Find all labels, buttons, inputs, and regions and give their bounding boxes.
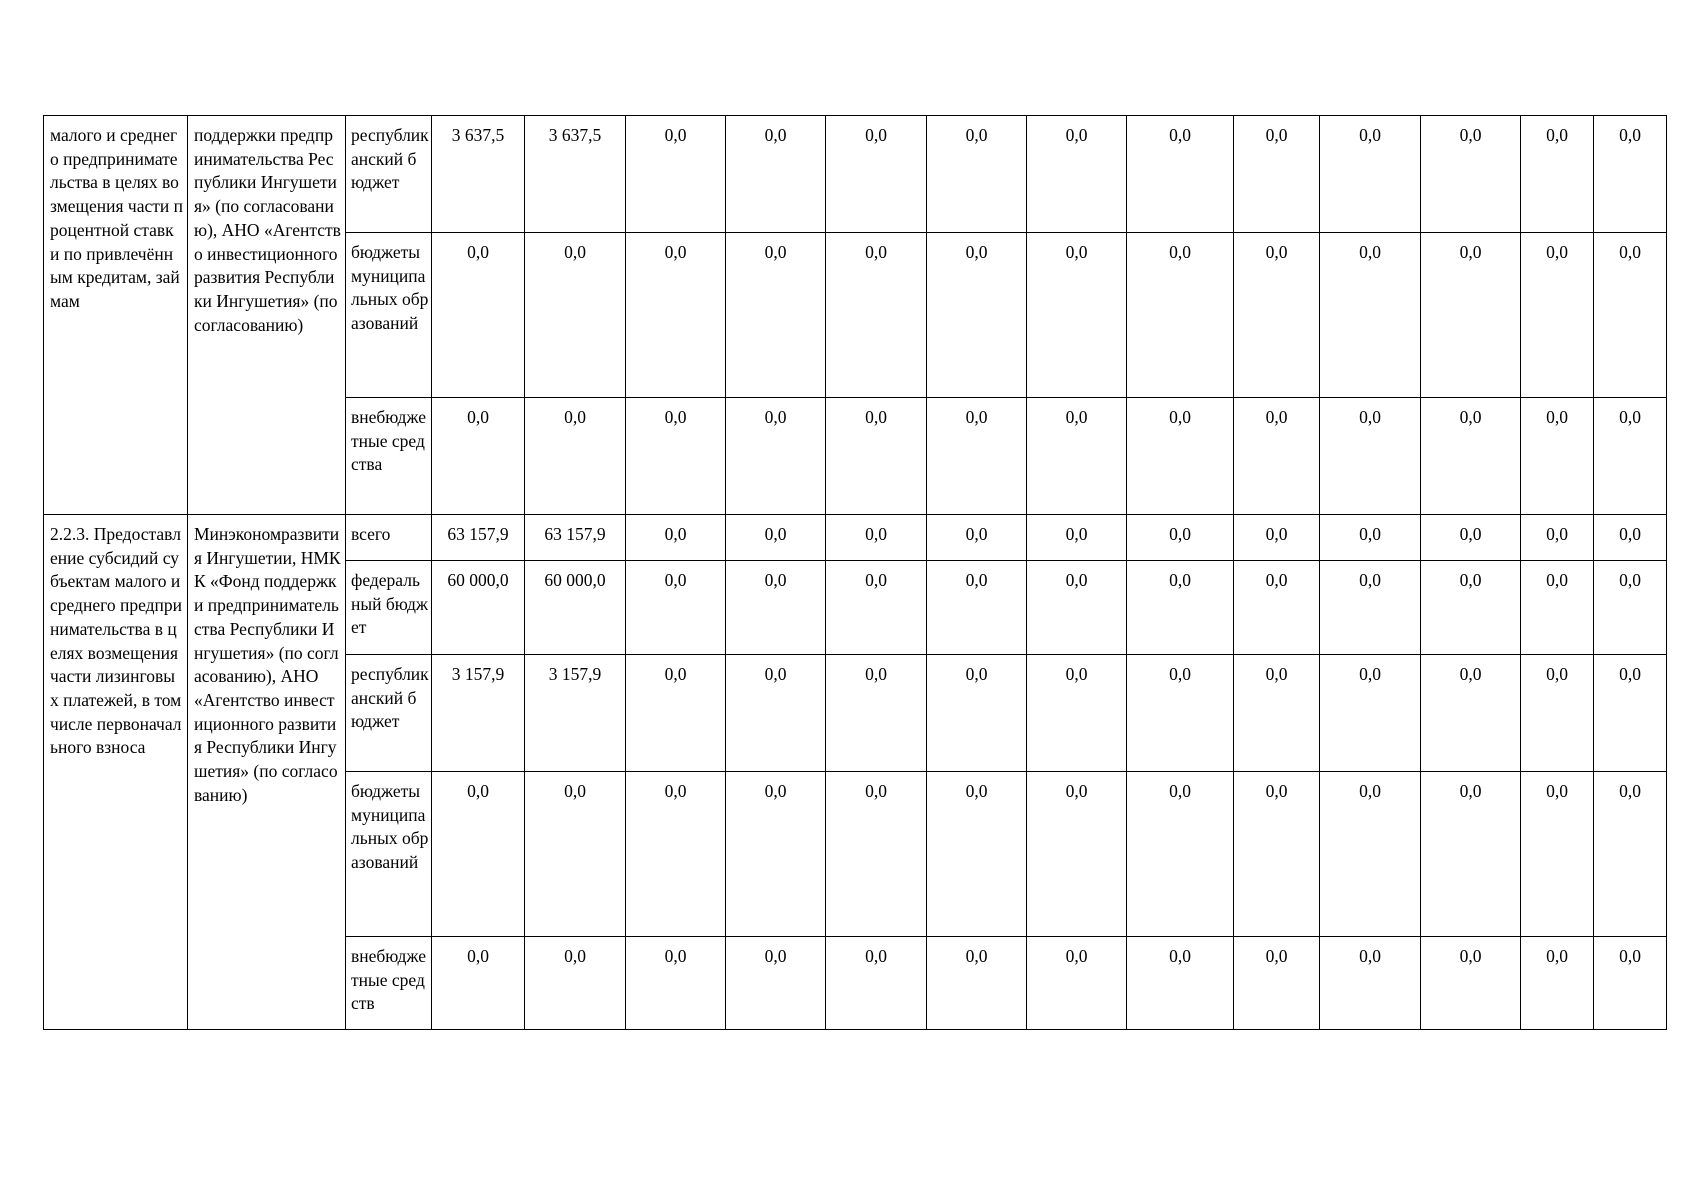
amount-cell: 3 157,9 <box>432 655 525 772</box>
amount-cell: 0,0 <box>1594 561 1667 655</box>
amount-cell: 0,0 <box>1594 116 1667 233</box>
amount-cell: 0,0 <box>927 561 1027 655</box>
amount-cell: 0,0 <box>1320 937 1421 1030</box>
amount-cell: 0,0 <box>525 233 626 398</box>
amount-cell: 0,0 <box>1320 233 1421 398</box>
funding-source-cell: внебюджетные средств <box>346 937 432 1030</box>
amount-cell: 0,0 <box>927 937 1027 1030</box>
amount-cell: 0,0 <box>927 655 1027 772</box>
amount-cell: 0,0 <box>626 655 726 772</box>
amount-cell: 0,0 <box>1521 655 1594 772</box>
amount-cell: 60 000,0 <box>525 561 626 655</box>
amount-cell: 0,0 <box>1594 655 1667 772</box>
amount-cell: 60 000,0 <box>432 561 525 655</box>
amount-cell: 0,0 <box>1234 515 1320 561</box>
amount-cell: 0,0 <box>1127 515 1234 561</box>
amount-cell: 3 637,5 <box>432 116 525 233</box>
amount-cell: 0,0 <box>626 515 726 561</box>
amount-cell: 3 157,9 <box>525 655 626 772</box>
amount-cell: 0,0 <box>1127 233 1234 398</box>
amount-cell: 0,0 <box>1027 937 1127 1030</box>
amount-cell: 0,0 <box>1320 561 1421 655</box>
amount-cell: 0,0 <box>726 116 826 233</box>
executor-cell: поддержки предпринимательства Республики Ингушетия» (по согласованию), АНО «Агентство инвестиционного развития Республики Ингушетия» (по согласованию) <box>188 116 346 515</box>
amount-cell: 0,0 <box>1234 655 1320 772</box>
amount-cell: 0,0 <box>525 937 626 1030</box>
amount-cell: 0,0 <box>1521 772 1594 937</box>
amount-cell: 0,0 <box>1521 515 1594 561</box>
amount-cell: 0,0 <box>1521 937 1594 1030</box>
amount-cell: 0,0 <box>826 233 927 398</box>
amount-cell: 0,0 <box>432 937 525 1030</box>
amount-cell: 0,0 <box>525 398 626 515</box>
amount-cell: 0,0 <box>1027 772 1127 937</box>
measure-description-cell: 2.2.3. Предоставление субсидий субъектам малого и среднего предпринимательства в целях возмещения части лизинговых платежей, в том числе первоначального взноса <box>44 515 188 1030</box>
amount-cell: 0,0 <box>1027 655 1127 772</box>
funding-source-cell: федеральный бюджет <box>346 561 432 655</box>
amount-cell: 0,0 <box>1320 116 1421 233</box>
table-row <box>44 116 1667 233</box>
amount-cell: 0,0 <box>826 772 927 937</box>
amount-cell: 0,0 <box>1127 772 1234 937</box>
amount-cell: 0,0 <box>1421 655 1521 772</box>
amount-cell: 0,0 <box>432 398 525 515</box>
amount-cell: 0,0 <box>1421 116 1521 233</box>
amount-cell: 0,0 <box>726 772 826 937</box>
amount-cell: 0,0 <box>1027 398 1127 515</box>
amount-cell: 0,0 <box>1594 398 1667 515</box>
amount-cell: 0,0 <box>927 116 1027 233</box>
amount-cell: 0,0 <box>1421 561 1521 655</box>
amount-cell: 0,0 <box>927 398 1027 515</box>
amount-cell: 0,0 <box>1594 937 1667 1030</box>
amount-cell: 0,0 <box>1234 398 1320 515</box>
amount-cell: 0,0 <box>726 655 826 772</box>
funding-source-cell: бюджеты муниципальных образований <box>346 233 432 398</box>
amount-cell: 0,0 <box>726 561 826 655</box>
budget-table <box>43 115 1667 1030</box>
amount-cell: 0,0 <box>1234 116 1320 233</box>
amount-cell: 63 157,9 <box>432 515 525 561</box>
amount-cell: 0,0 <box>626 772 726 937</box>
amount-cell: 0,0 <box>726 515 826 561</box>
funding-source-cell: всего <box>346 515 432 561</box>
amount-cell: 0,0 <box>1027 515 1127 561</box>
amount-cell: 0,0 <box>626 561 726 655</box>
amount-cell: 0,0 <box>1521 561 1594 655</box>
amount-cell: 0,0 <box>1594 515 1667 561</box>
amount-cell: 0,0 <box>1234 561 1320 655</box>
amount-cell: 63 157,9 <box>525 515 626 561</box>
funding-source-cell: внебюджетные средства <box>346 398 432 515</box>
funding-source-cell: республиканский бюджет <box>346 116 432 233</box>
amount-cell: 0,0 <box>927 233 1027 398</box>
amount-cell: 0,0 <box>1127 561 1234 655</box>
amount-cell: 0,0 <box>626 116 726 233</box>
amount-cell: 0,0 <box>726 398 826 515</box>
amount-cell: 0,0 <box>927 772 1027 937</box>
amount-cell: 0,0 <box>1027 233 1127 398</box>
amount-cell: 0,0 <box>826 398 927 515</box>
amount-cell: 0,0 <box>626 398 726 515</box>
amount-cell: 0,0 <box>1127 937 1234 1030</box>
amount-cell: 0,0 <box>726 937 826 1030</box>
amount-cell: 0,0 <box>1234 233 1320 398</box>
amount-cell: 0,0 <box>1320 772 1421 937</box>
funding-source-cell: бюджеты муниципальных образований <box>346 772 432 937</box>
amount-cell: 0,0 <box>1234 937 1320 1030</box>
amount-cell: 0,0 <box>1521 233 1594 398</box>
amount-cell: 0,0 <box>626 937 726 1030</box>
amount-cell: 0,0 <box>1421 772 1521 937</box>
amount-cell: 0,0 <box>1127 116 1234 233</box>
amount-cell: 0,0 <box>1421 937 1521 1030</box>
amount-cell: 0,0 <box>826 515 927 561</box>
amount-cell: 0,0 <box>1234 772 1320 937</box>
amount-cell: 0,0 <box>432 772 525 937</box>
measure-description-cell: малого и среднего предпринимательства в целях возмещения части процентной ставки по привлечённым кредитам, займам <box>44 116 188 515</box>
amount-cell: 0,0 <box>1320 655 1421 772</box>
amount-cell: 0,0 <box>1421 398 1521 515</box>
amount-cell: 0,0 <box>1521 398 1594 515</box>
amount-cell: 0,0 <box>1521 116 1594 233</box>
amount-cell: 0,0 <box>432 233 525 398</box>
amount-cell: 0,0 <box>626 233 726 398</box>
amount-cell: 0,0 <box>826 655 927 772</box>
amount-cell: 0,0 <box>1027 561 1127 655</box>
amount-cell: 0,0 <box>1421 233 1521 398</box>
amount-cell: 0,0 <box>1127 398 1234 515</box>
amount-cell: 0,0 <box>1320 398 1421 515</box>
amount-cell: 0,0 <box>525 772 626 937</box>
amount-cell: 0,0 <box>826 116 927 233</box>
amount-cell: 0,0 <box>1127 655 1234 772</box>
table-row <box>44 515 1667 561</box>
amount-cell: 0,0 <box>1320 515 1421 561</box>
amount-cell: 0,0 <box>826 937 927 1030</box>
amount-cell: 0,0 <box>726 233 826 398</box>
amount-cell: 0,0 <box>1594 772 1667 937</box>
amount-cell: 0,0 <box>1594 233 1667 398</box>
amount-cell: 0,0 <box>927 515 1027 561</box>
funding-source-cell: республиканский бюджет <box>346 655 432 772</box>
amount-cell: 0,0 <box>826 561 927 655</box>
amount-cell: 3 637,5 <box>525 116 626 233</box>
amount-cell: 0,0 <box>1027 116 1127 233</box>
executor-cell: Минэкономразвития Ингушетии, НМКК «Фонд поддержки предпринимательства Республики Ингушетия» (по согласованию), АНО «Агентство инвестиционного развития Республики Ингушетия» (по согласованию) <box>188 515 346 1030</box>
amount-cell: 0,0 <box>1421 515 1521 561</box>
